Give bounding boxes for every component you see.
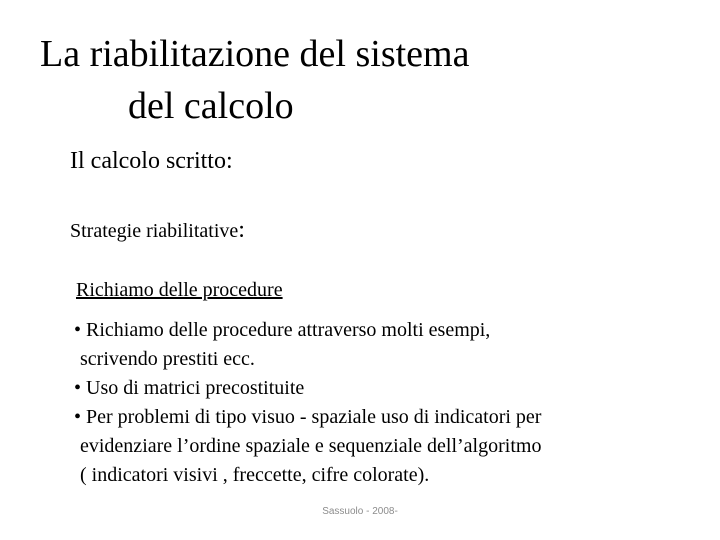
bullet-list — [74, 316, 674, 490]
bullet-item — [74, 374, 674, 403]
slide-subtitle: Il calcolo scritto: — [70, 148, 233, 174]
bullet-item — [74, 403, 674, 490]
bullet-line: scrivendo prestiti ecc. — [80, 348, 255, 370]
bullet-line: evidenziare l’ordine spaziale e sequenziale dell’algoritmo — [80, 435, 542, 457]
bullet-line: • Richiamo delle procedure attraverso molti esempi, — [74, 319, 491, 341]
bullet-line: • Per problemi di tipo visuo - spaziale uso di indicatori per — [74, 406, 542, 428]
strategie-colon: : — [238, 217, 245, 243]
bullet-line: • Uso di matrici precostituite — [74, 377, 305, 399]
slide-title-line-2: del calcolo — [128, 85, 294, 127]
bullet-line: ( indicatori visivi , freccette, cifre colorate). — [80, 464, 430, 486]
strategie-label: Strategie riabilitative — [70, 220, 239, 242]
bullet-item — [74, 316, 674, 374]
strategie-heading — [70, 216, 245, 245]
slide-title — [40, 28, 680, 132]
slide-footer: Sassuolo - 2008- — [322, 506, 398, 517]
slide-title-line-1: La riabilitazione del sistema — [40, 33, 470, 75]
section-heading: Richiamo delle procedure — [76, 279, 283, 301]
